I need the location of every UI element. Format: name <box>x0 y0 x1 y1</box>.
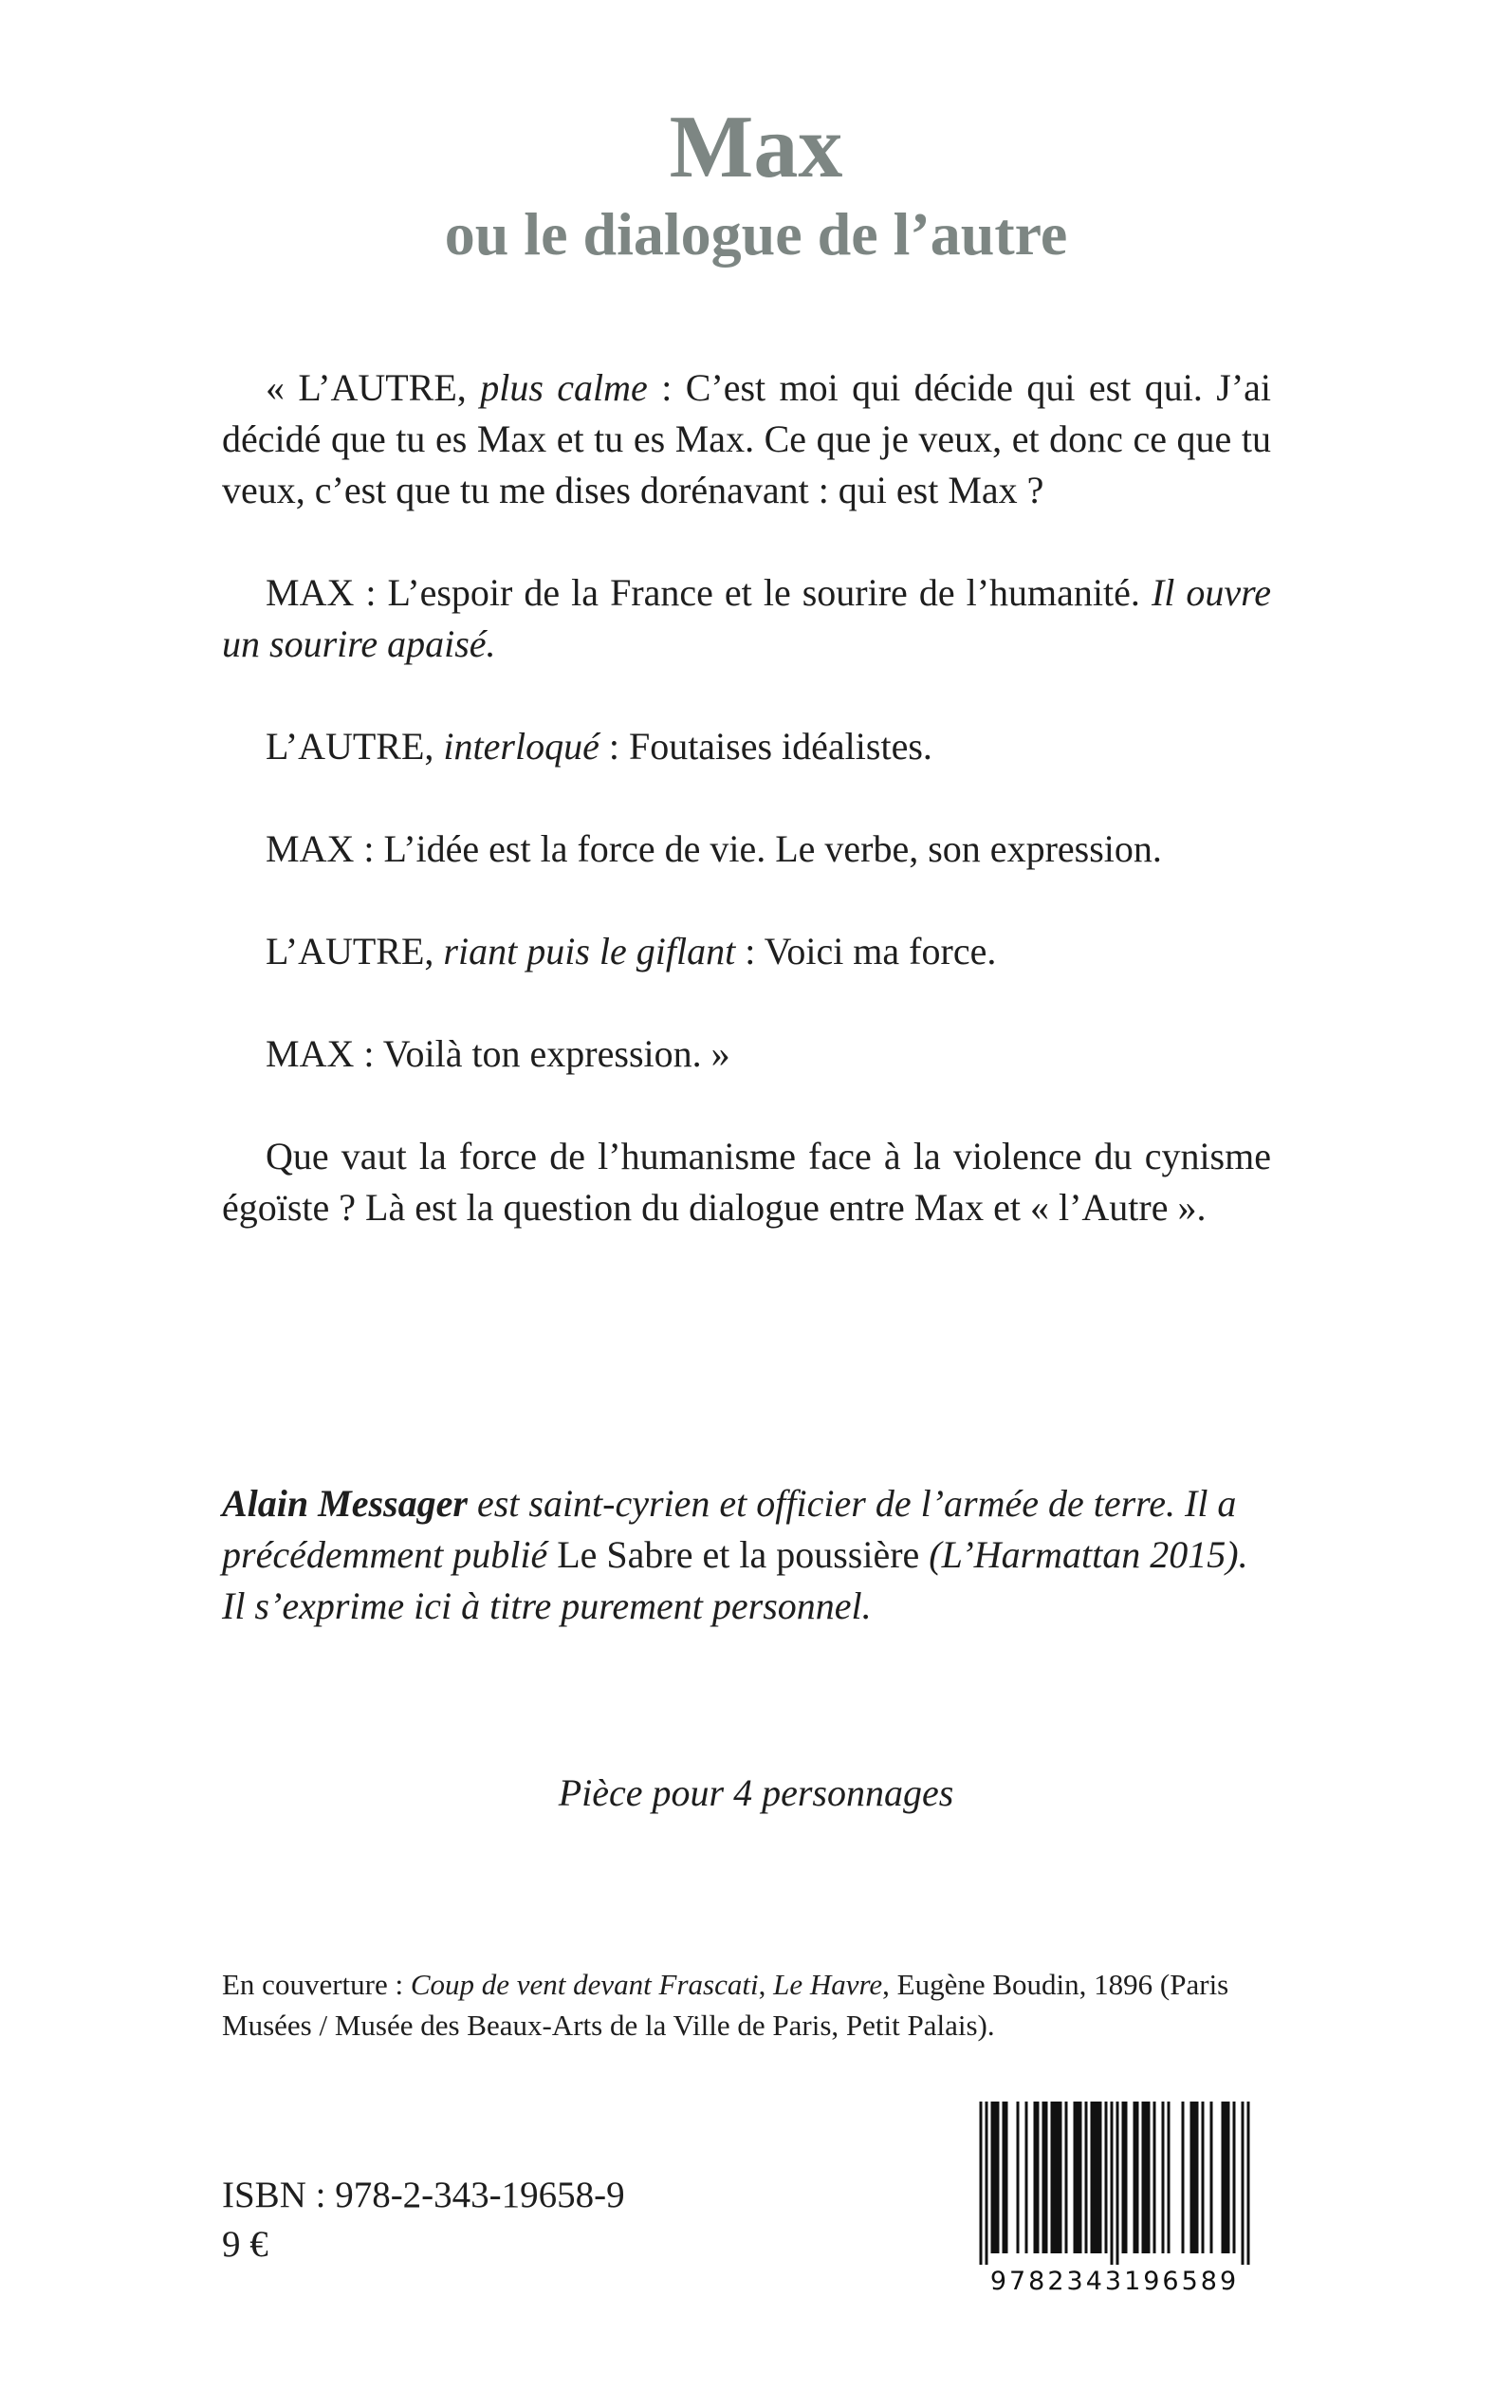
barcode-bar <box>1074 2102 1077 2253</box>
barcode-bar <box>1105 2102 1108 2253</box>
cover-credit: En couverture : Coup de vent devant Frascati, Le Havre, Eugène Boudin, 1896 (Paris Musées / Musée des Beaux-Arts de la Ville de Paris, Petit Palais). <box>222 1968 1229 2042</box>
barcode-bar <box>1057 2102 1060 2253</box>
barcode-bar <box>986 2102 988 2265</box>
barcode-bar <box>1190 2102 1193 2253</box>
barcode-bar <box>1060 2102 1062 2253</box>
barcode-bar <box>1054 2102 1057 2253</box>
blurb-paragraph-2: MAX : L’espoir de la France et le sourire de l’humanité. Il ouvre un sourire apaisé. <box>222 571 1271 665</box>
previous-book-title: Le Sabre et la poussière <box>557 1533 920 1576</box>
barcode-bar <box>1162 2102 1165 2253</box>
barcode-bar <box>994 2102 997 2253</box>
barcode-bar <box>1233 2102 1236 2253</box>
barcode-bar <box>1148 2102 1151 2253</box>
blurb-paragraph-5: L’AUTRE, riant puis le giflant : Voici ma force. <box>266 930 997 972</box>
barcode-bar <box>1153 2102 1156 2253</box>
barcode-bar <box>1136 2102 1139 2253</box>
barcode-bar <box>1025 2102 1028 2253</box>
barcode-bar <box>1037 2102 1040 2253</box>
barcode-bar <box>1227 2102 1230 2253</box>
barcode-bar <box>1094 2102 1097 2253</box>
barcode-bar <box>991 2102 994 2253</box>
barcode-bar <box>1122 2102 1125 2253</box>
barcode-bar <box>980 2102 983 2265</box>
barcode-bars <box>958 2102 1271 2265</box>
barcode-bar <box>1134 2102 1136 2253</box>
blurb-paragraph-3: L’AUTRE, interloqué : Foutaises idéalistes. <box>266 725 932 768</box>
blurb-paragraph-4: MAX : L’idée est la force de vie. Le verbe, son expression. <box>266 827 1162 870</box>
price: 9 € <box>222 2224 268 2265</box>
barcode-bar <box>1042 2102 1045 2253</box>
barcode-bar <box>1005 2102 1008 2253</box>
blurb-excerpt <box>222 362 1271 1233</box>
barcode-bar <box>997 2102 1000 2253</box>
barcode-bar <box>1125 2102 1128 2253</box>
isbn: ISBN : 978-2-343-19658-9 <box>222 2175 625 2215</box>
barcode-bar <box>1222 2102 1225 2253</box>
barcode-bar <box>1202 2102 1205 2253</box>
barcode-bar <box>1003 2102 1005 2253</box>
barcode-bar <box>1193 2102 1196 2253</box>
barcode-bar <box>1097 2102 1099 2253</box>
barcode-bar <box>1091 2102 1094 2253</box>
barcode-bar <box>1225 2102 1227 2253</box>
barcode-bar <box>1242 2102 1245 2265</box>
blurb-paragraph-1: « L’AUTRE, plus calme : C’est moi qui décide qui est qui. J’ai décidé que tu es Max et tu es Max. Ce que je veux, et donc ce que tu veux, c’est que tu me dises dorénavant : qui est Max ? <box>222 366 1272 511</box>
barcode-bar <box>1085 2102 1088 2253</box>
barcode-bar <box>1065 2102 1068 2253</box>
barcode-bar <box>1196 2102 1199 2253</box>
barcode-bar <box>1142 2102 1145 2253</box>
barcode-bar <box>1145 2102 1148 2253</box>
blurb-paragraph-7: Que vaut la force de l’humanisme face à la violence du cynisme égoïste ? Là est la question du dialogue entre Max et « l’Autre ». <box>222 1135 1271 1229</box>
play-cast-note: Pièce pour 4 personnages <box>558 1771 954 1814</box>
barcode-bar <box>1247 2102 1250 2265</box>
author-bio: Alain Messager est saint-cyrien et officier de l’armée de terre. Il a précédemment publié Le Sabre et la poussière (L’Harmattan 2015). Il s’exprime ici à titre purement personnel. <box>222 1482 1248 1627</box>
barcode-bar <box>1168 2102 1171 2253</box>
book-title: Max <box>669 98 843 196</box>
barcode <box>958 2102 1271 2296</box>
blurb-paragraph-6: MAX : Voilà ton expression. » <box>266 1032 730 1075</box>
author-name: Alain Messager <box>222 1482 468 1525</box>
barcode-bar <box>1099 2102 1102 2253</box>
barcode-bar <box>1210 2102 1213 2253</box>
barcode-bar <box>1111 2102 1114 2265</box>
barcode-bar <box>1182 2102 1185 2253</box>
barcode-bar <box>1045 2102 1048 2253</box>
barcode-bar <box>1116 2102 1119 2265</box>
barcode-bar <box>1017 2102 1020 2253</box>
barcode-bar <box>1051 2102 1054 2253</box>
barcode-bar <box>1077 2102 1079 2253</box>
book-subtitle: ou le dialogue de l’autre <box>444 200 1068 268</box>
barcode-bar <box>1034 2102 1037 2253</box>
barcode-digits: 9782343196589 <box>989 2267 1240 2296</box>
barcode-bar <box>1079 2102 1082 2253</box>
